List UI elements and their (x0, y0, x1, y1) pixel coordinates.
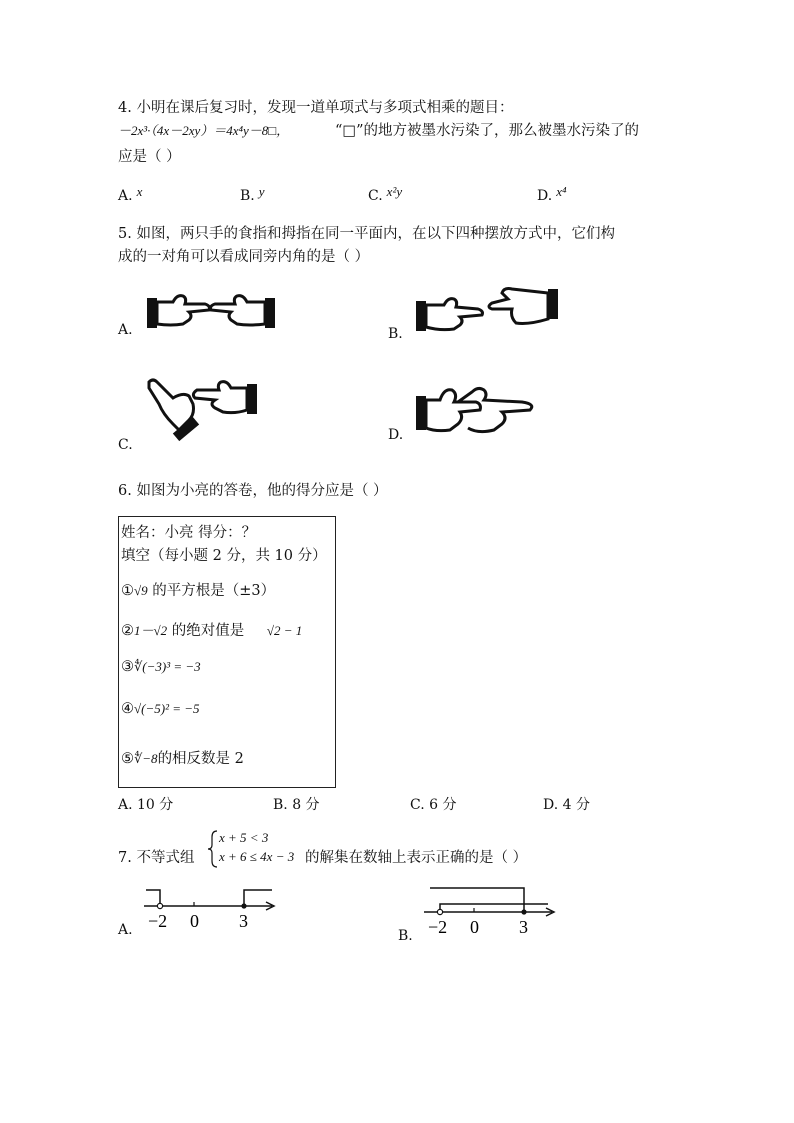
q4-option-a-letter: A. (118, 188, 133, 204)
number-line-b-tick-neg2: −2 (428, 917, 448, 937)
q4-option-a[interactable] (118, 184, 143, 204)
card-item-1 (121, 579, 275, 600)
q7-stem-pre: 7. 不等式组 (118, 850, 195, 866)
q4-option-c-value: x²y (386, 184, 403, 199)
card-item-5-math: ∜−8 (134, 751, 158, 766)
q6-option-a[interactable] (118, 794, 173, 814)
card-item-2-num: ② (121, 623, 134, 639)
q4-option-b-letter: B. (240, 188, 255, 204)
card-item-4 (121, 701, 200, 717)
card-item-2-text: 的绝对值是 (171, 623, 245, 639)
q6-option-b-letter: B. (273, 797, 288, 813)
card-item-5-num: ⑤ (121, 751, 134, 767)
q7-stem-post: 的解集在数轴上表示正确的是（ ） (305, 850, 528, 866)
card-item-3 (121, 659, 201, 675)
hands-figure-d (412, 378, 542, 440)
answer-sheet-card (118, 516, 336, 788)
card-item-4-num: ④ (121, 701, 134, 717)
card-item-2-answer: √2 − 1 (266, 623, 303, 638)
card-item-1-num: ① (121, 583, 134, 599)
q4-option-c-letter: C. (368, 188, 383, 204)
q7-brace (207, 829, 219, 869)
q4-option-a-value: x (136, 184, 143, 199)
q4-option-b[interactable] (240, 184, 265, 204)
card-subheader: 填空（每小题 2 分，共 10 分） (121, 548, 327, 564)
q6-option-d[interactable] (543, 794, 590, 814)
number-line-a (140, 880, 280, 932)
q6-option-c-letter: C. (410, 797, 425, 813)
q4-stem: 4. 小明在课后复习时，发现一道单项式与多项式相乘的题目： (118, 100, 514, 116)
hands-figure-b (412, 283, 562, 335)
q7-inequality-2: x + 6 ≤ 4x − 3 (219, 849, 295, 864)
number-line-a-tick-3: 3 (239, 911, 248, 931)
hands-figure-a (143, 290, 279, 334)
q6-option-c-value: 6 分 (429, 797, 457, 813)
card-item-4-math: √(−5)² = −5 (134, 701, 200, 716)
hands-figure-c (143, 374, 263, 446)
q5-label-d[interactable]: D. (388, 427, 404, 443)
card-item-1-math: √9 (134, 583, 148, 598)
q4-option-d-letter: D. (537, 188, 553, 204)
q6-option-a-value: 10 分 (137, 797, 174, 813)
q6-option-b-value: 8 分 (292, 797, 320, 813)
q4-formula: －2x³·（4x－2xy）＝4x⁴y－8□， (118, 123, 290, 138)
card-item-5-text: 的相反数是 2 (157, 751, 244, 767)
q5-label-a[interactable]: A. (118, 322, 133, 338)
q5-label-c[interactable]: C. (118, 437, 133, 453)
card-item-1-text: 的平方根是（±3） (152, 583, 276, 599)
q7-label-a[interactable]: A. (118, 922, 133, 938)
number-line-b (420, 880, 560, 938)
q5-label-b[interactable]: B. (388, 326, 403, 342)
card-item-3-num: ③ (121, 659, 134, 675)
q4-option-d-value: x⁴ (556, 184, 567, 199)
card-header: 姓名：小亮 得分：？ (121, 525, 257, 541)
q6-option-d-letter: D. (543, 797, 559, 813)
q6-option-a-letter: A. (118, 797, 133, 813)
q6-option-c[interactable] (410, 794, 456, 814)
card-item-3-math: ∜(−3)³ = −3 (134, 659, 201, 674)
number-line-a-tick-neg2: −2 (148, 911, 168, 931)
q4-option-d[interactable] (537, 184, 567, 204)
q5-stem: 5. 如图，两只手的食指和拇指在同一平面内，在以下四种摆放方式中，它们构 (118, 226, 615, 242)
number-line-b-tick-3: 3 (519, 917, 528, 937)
q5-stem2: 成的一对角可以看成同旁内角的是（ ） (118, 249, 370, 265)
number-line-b-tick-0: 0 (470, 917, 479, 937)
q4-stem3: 应是（ ） (118, 149, 181, 165)
q4-option-b-value: y (258, 184, 265, 199)
q7-label-b[interactable]: B. (398, 928, 413, 944)
card-item-2 (121, 619, 302, 640)
q4-option-c[interactable] (368, 184, 403, 204)
number-line-a-tick-0: 0 (190, 911, 199, 931)
q4-stem2: “□”的地方被墨水污染了，那么被墨水污染了的 (335, 123, 640, 139)
q6-option-b[interactable] (273, 794, 320, 814)
q6-stem: 6. 如图为小亮的答卷，他的得分应是（ ） (118, 483, 388, 499)
q6-option-d-value: 4 分 (562, 797, 590, 813)
card-item-5 (121, 747, 244, 768)
q7-inequality-1: x + 5 < 3 (219, 830, 269, 845)
card-item-2-math: 1－√2 (134, 623, 168, 638)
